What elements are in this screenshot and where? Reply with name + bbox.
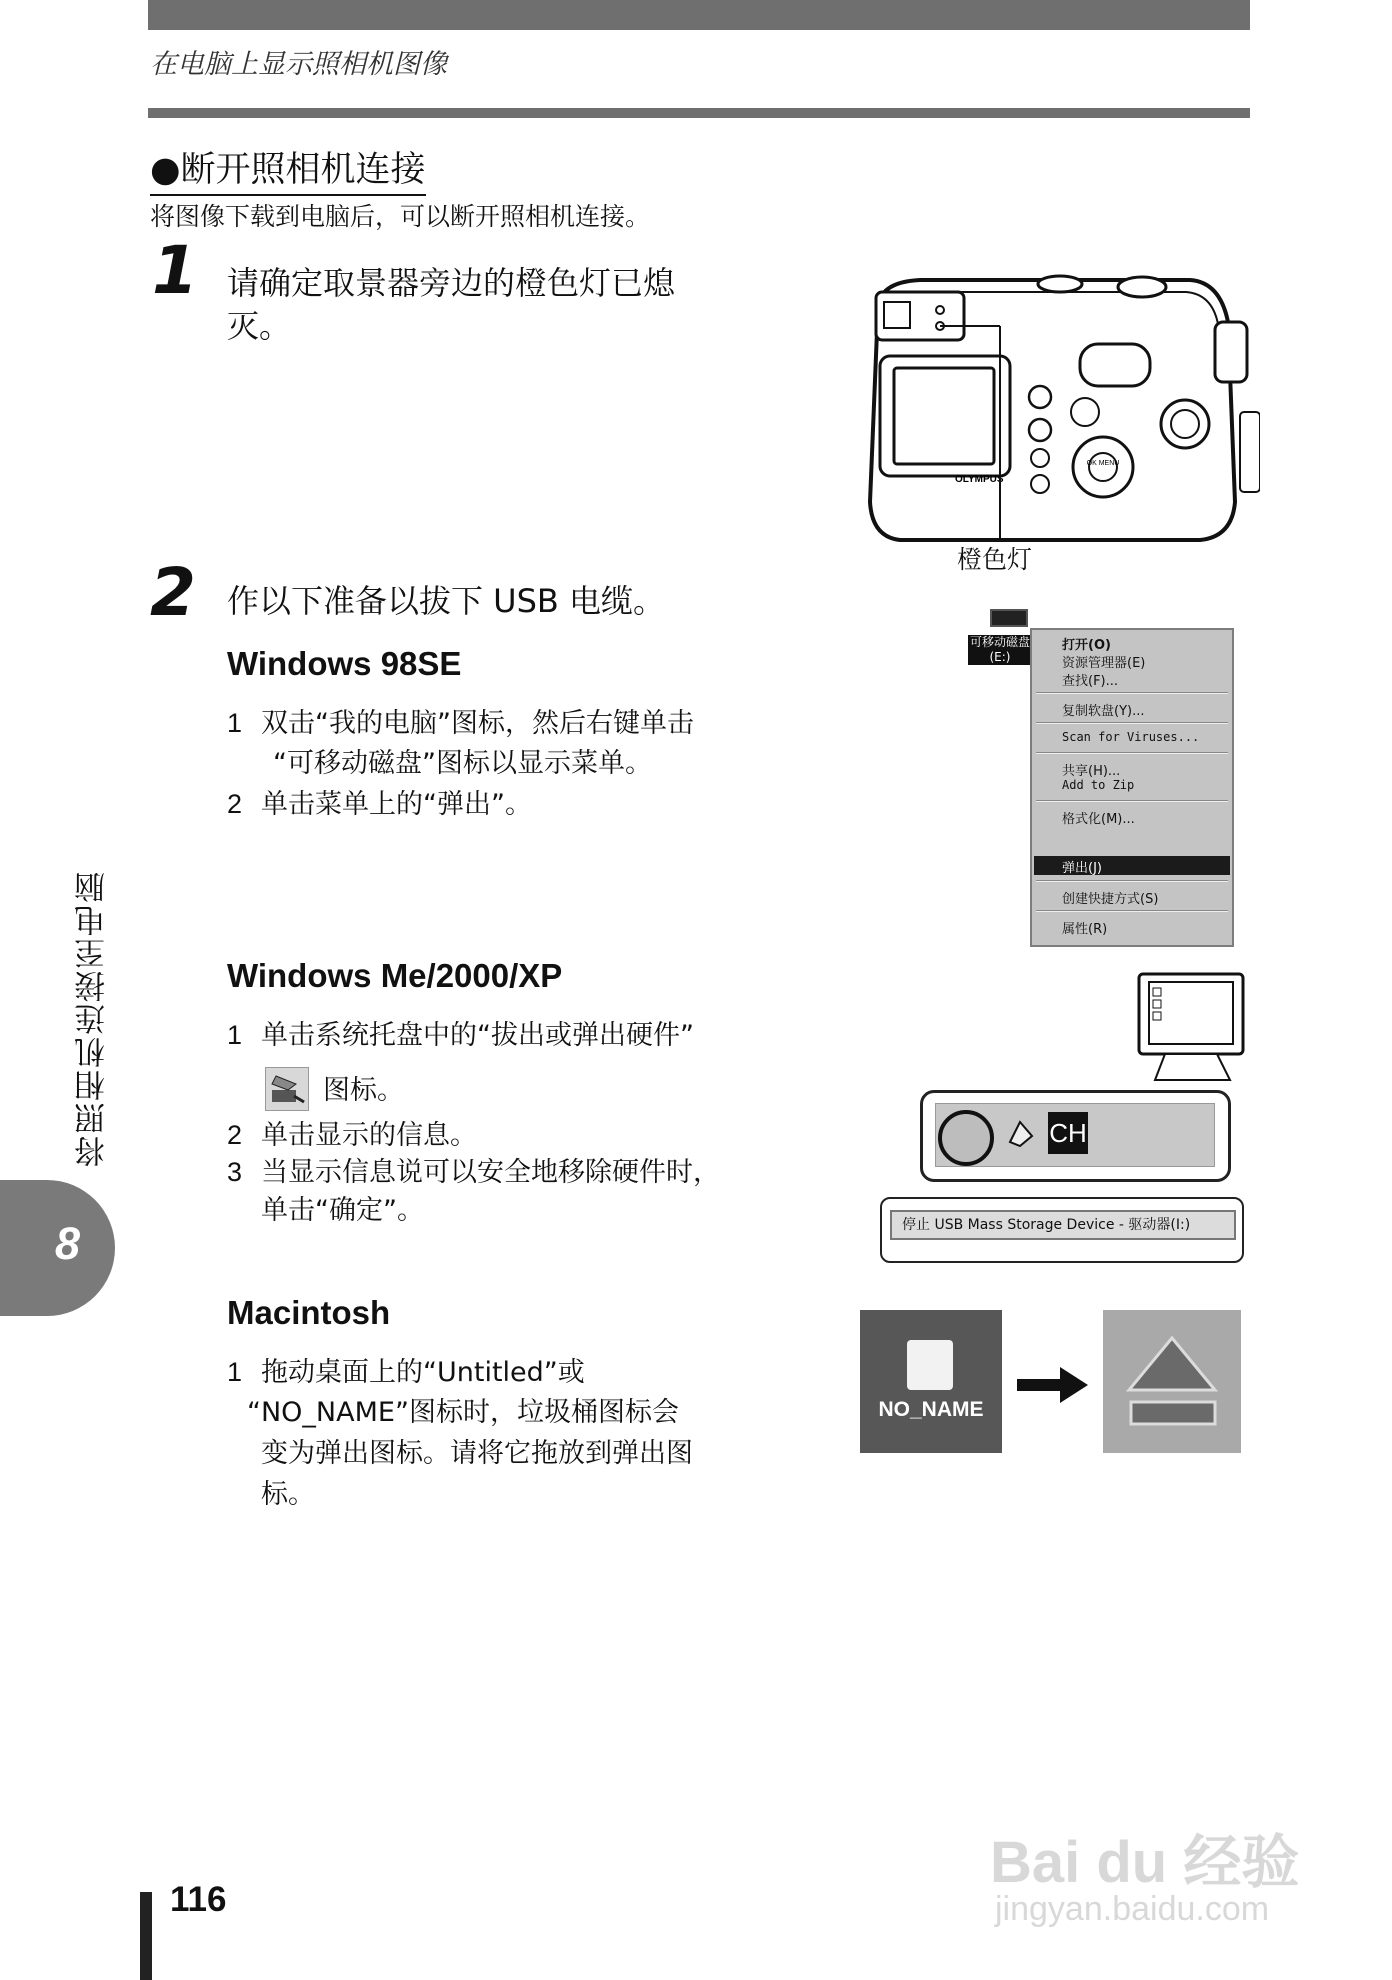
win98-item-1-line2: “可移动磁盘”图标以显示菜单。 [273,748,652,779]
menu-item-shortcut[interactable]: 创建快捷方式(S) [1062,892,1159,907]
winme-item-3-num: 3 [227,1157,243,1187]
disk-icon [907,1340,953,1390]
menu-item-share[interactable]: 共享(H)... [1062,764,1121,779]
step-1-text [227,262,675,348]
mac-desktop-volume[interactable] [860,1310,1002,1453]
win98-item-1-line1: 双击“我的电脑”图标，然后右键单击 [261,708,694,739]
network-tray-icon [1006,1118,1036,1148]
chapter-title-vertical: 将照相机连接至电脑 [75,870,111,1167]
mac-item-1-line1: 拖动桌面上的“Untitled”或 [261,1357,585,1388]
camera-brand: OLYMPUS [955,474,1004,485]
menu-item-open[interactable]: 打开(O) [1062,638,1111,653]
unplug-tray-icon[interactable] [938,1110,994,1166]
winme-item-1-line1: 单击系统托盘中的“拔出或弹出硬件” [261,1020,694,1051]
menu-item-properties[interactable]: 属性(R) [1062,922,1108,937]
winme-item-3 [227,1152,787,1234]
camera-ok-menu-label: OK MENU [1086,460,1120,467]
winme-item-1-line2: 图标。 [323,1075,404,1106]
drive-glyph-icon [990,609,1028,627]
system-tray [935,1103,1215,1167]
menu-separator [1036,910,1228,912]
step-2-number: 2 [150,554,196,631]
menu-separator [1036,692,1228,694]
mac-heading: Macintosh [227,1294,391,1331]
winme-item-3-line2: 单击“确定”。 [261,1195,424,1226]
removable-disk-icon[interactable] [968,605,1032,671]
menu-item-add-zip[interactable]: Add to Zip [1062,778,1135,792]
drive-label-line2: (E:) [989,650,1011,664]
winme-item-2 [227,1115,787,1156]
running-title: 在电脑上显示照相机图像 [150,49,447,80]
win98-item-2-num: 2 [227,789,243,819]
footer-bar [140,1892,152,1980]
winme-heading: Windows Me/2000/XP [227,957,563,994]
win98-heading: Windows 98SE [227,645,462,682]
winme-item-3-line1: 当显示信息说可以安全地移除硬件时， [261,1157,720,1188]
mac-item-1-line2: “NO_NAME”图标时，垃圾桶图标会 [247,1397,679,1428]
menu-item-explorer[interactable]: 资源管理器(E) [1062,656,1146,671]
win98-item-1-num: 1 [227,708,243,738]
menu-item-find[interactable]: 查找(F)... [1062,674,1119,689]
mac-item-1-line3: 变为弹出图标。请将它拖放到弹出图 [261,1438,693,1469]
section-title: ●断开照相机连接 [150,142,426,196]
unplug-hardware-icon [265,1067,309,1111]
header-divider [148,108,1250,118]
step-1-text-line1: 请确定取景器旁边的橙色灯已熄 [227,264,676,302]
step-2-text: 作以下准备以拔下 USB 电缆。 [227,582,666,620]
drive-label [968,635,1032,665]
menu-separator [1036,722,1228,724]
menu-item-copy-disk[interactable]: 复制软盘(Y)... [1062,704,1145,719]
winme-item-2-num: 2 [227,1120,243,1150]
step-1-number: 1 [152,232,198,309]
winme-item-1-num: 1 [227,1020,243,1050]
menu-separator [1036,880,1228,882]
watermark-brand: Bai du 经验 [990,1830,1300,1895]
drag-arrow-icon [1015,1365,1090,1405]
winme-item-2-line1: 单击显示的信息。 [261,1120,477,1151]
chapter-number: 8 [55,1218,81,1269]
menu-separator [1036,752,1228,754]
section-intro: 将图像下载到电脑后，可以断开照相机连接。 [150,202,651,231]
monitor-illustration [1135,970,1250,1090]
orange-light-callout: 橙色灯 [957,545,1033,574]
drive-label-line1: 可移动磁盘 [969,635,1030,649]
winme-item-1 [227,1015,787,1115]
menu-item-format[interactable]: 格式化(M)... [1062,812,1135,827]
top-header-bar [148,0,1250,30]
menu-item-eject[interactable]: 弹出(J) [1062,861,1102,876]
page-number: 116 [170,1880,227,1919]
mac-item-1-num: 1 [227,1357,243,1387]
balloon-message[interactable]: 停止 USB Mass Storage Device - 驱动器(I:) [890,1210,1236,1240]
watermark-url: jingyan.baidu.com [995,1890,1270,1928]
step-1-text-line2: 灭。 [227,307,292,345]
lang-tray-icon[interactable]: CH [1048,1112,1088,1154]
camera-illustration [860,262,1260,582]
win98-item-2 [227,784,787,825]
menu-item-scan[interactable]: Scan for Viruses... [1062,730,1200,744]
eject-icon[interactable] [1103,1310,1241,1453]
mac-item-1-line4: 标。 [261,1479,315,1510]
volume-label: NO_NAME [878,1398,984,1421]
win98-context-menu [1030,628,1234,947]
menu-separator [1036,800,1228,802]
mac-item-1 [227,1352,787,1516]
win98-item-1 [227,703,787,785]
win98-item-2-line1: 单击菜单上的“弹出”。 [261,789,532,820]
